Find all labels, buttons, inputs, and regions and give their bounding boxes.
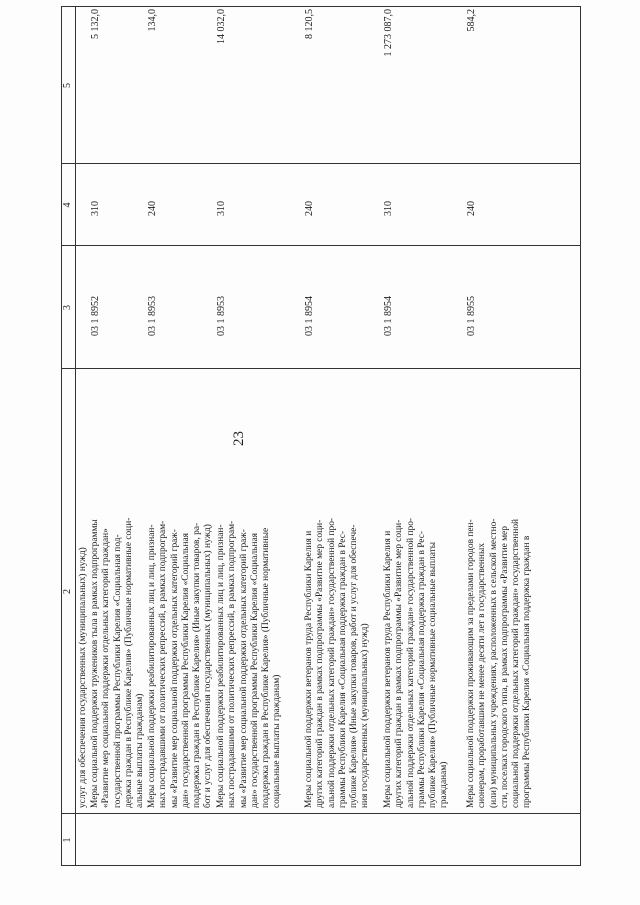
row-4-type: 240 — [304, 201, 315, 216]
row-2-amount: 134,0 — [147, 9, 158, 32]
col-border-right — [61, 6, 581, 7]
header-col-4: 4 — [62, 202, 73, 208]
col-border-left — [61, 865, 581, 866]
row-4-description — [304, 518, 372, 808]
text-line: граммы Республики Карелия «Социальная поддержка граждан в Рес- — [416, 531, 427, 808]
text-line: социальные выплаты гражданам) — [272, 674, 283, 808]
text-line: других категорий граждан в рамках подпрограммы «Развитие мер соци- — [315, 519, 326, 808]
text-line: поддержка граждан в Республике Карелия» (Публичные нормативные — [261, 527, 272, 808]
table-grid — [61, 6, 581, 866]
row-5-code: 03 1 8954 — [383, 296, 394, 336]
col-border-2 — [61, 813, 581, 814]
col-border-5 — [61, 163, 581, 164]
row-6-amount: 584,2 — [466, 9, 477, 32]
text-line: социальной поддержки отдельных категорий граждан» государственной — [511, 518, 522, 808]
row-4-code: 03 1 8954 — [304, 296, 315, 336]
text-line: альные выплаты гражданам) — [135, 693, 146, 808]
header-separator — [75, 6, 76, 866]
budget-table — [61, 6, 581, 866]
text-line: ных пострадавшими от политических репрессий, в рамках подпрограм- — [158, 520, 169, 808]
text-line: ния государственных (муниципальных) нужд) — [360, 623, 371, 808]
text-line: Меры социальной поддержки реабилитированных лиц и лиц, признан- — [147, 524, 157, 808]
text-line: ных пострадавшими от политических репрессий, в рамках подпрограм- — [227, 520, 238, 808]
text-line: граммы Республики Карелия «Социальная поддержка граждан в Рес- — [337, 531, 348, 808]
header-col-3: 3 — [62, 305, 73, 310]
text-line: сти, поселках городского типа, в рамках подпрограммы «Развитие мер — [499, 526, 510, 808]
text-line: публике Карелия» (Публичные нормативные социальные выплаты — [428, 541, 439, 808]
row-5-amount: 1 273 087,0 — [383, 9, 394, 57]
text-line: мы «Развитие мер социальной поддержки отдельных категорий граж- — [238, 529, 249, 808]
col-border-4 — [61, 245, 581, 246]
row-1-type: 310 — [90, 201, 101, 216]
text-line: Меры социальной поддержки тружеников тыла в рамках подпрограммы — [90, 519, 100, 808]
table-wrapper — [61, 6, 581, 866]
text-line: поддержка граждан в Республике Карелия» (Иные закупки товаров, ра- — [192, 522, 203, 808]
col-border-3 — [61, 368, 581, 369]
row-2-type: 240 — [147, 201, 158, 216]
row-6-description — [466, 519, 534, 808]
text-line: Меры социальной поддержки ветеранов труда Республики Карелия и — [383, 530, 393, 808]
row-3-amount: 14 032,0 — [216, 9, 227, 44]
text-line: Меры социальной поддержки реабилитированных лиц и лиц, признан- — [216, 524, 226, 808]
row-1-code: 03 1 8952 — [90, 296, 101, 336]
text-line: держка граждан в Республике Карелия» (Публичные нормативные соци- — [123, 517, 134, 808]
text-line: Меры социальной поддержки ветеранов труда Республики Карелия и — [304, 530, 314, 808]
row-5-description — [383, 518, 451, 808]
text-line: альной поддержки отдельных категорий граждан» государственной про- — [405, 517, 416, 808]
header-col-5: 5 — [62, 83, 73, 88]
row-1-description — [90, 518, 146, 808]
text-line: дан» государственной программы Республики Карелия «Социальная — [249, 533, 260, 808]
text-line: сионерам, проработавшим не менее десяти лет в государственных — [477, 543, 488, 808]
row-1-amount: 5 132,0 — [90, 9, 101, 39]
text-line: мы «Развитие мер социальной поддержки отдельных категорий граж- — [169, 529, 180, 808]
row-6-type: 240 — [466, 201, 477, 216]
header-col-1: 1 — [62, 837, 73, 843]
text-line: «Развитие мер социальной поддержки отдельных категорий граждан» — [101, 528, 112, 808]
page-number: 23 — [231, 431, 247, 446]
text-line: (или) муниципальных учреждениях, расположенных в сельской местно- — [488, 518, 499, 808]
row-5-type: 310 — [383, 201, 394, 216]
text-line: гражданам) — [439, 761, 450, 808]
text-line: других категорий граждан в рамках подпрограммы «Развитие мер соци- — [394, 519, 405, 808]
row-6-code: 03 1 8955 — [466, 296, 477, 336]
row-3-description — [216, 521, 284, 808]
text-line: услуг для обеспечения государственных (муниципальных) нужд) — [78, 547, 88, 808]
row-3-code: 03 1 8953 — [216, 296, 227, 336]
continuation-text — [78, 547, 89, 808]
text-line: публике Карелия» (Иные закупки товаров, работ и услуг для обеспече- — [349, 524, 360, 808]
table-border-bottom — [580, 6, 581, 866]
row-2-description — [147, 521, 215, 808]
row-3-type: 310 — [216, 201, 227, 216]
text-line: дан» государственной программы Республики Карелия «Социальная — [180, 533, 191, 808]
row-2-code: 03 1 8953 — [147, 296, 158, 336]
text-line: государственной программы Республики Карелия «Социальная под- — [112, 534, 123, 808]
text-line: бот и услуг для обеспечения государственных (муниципальных) нужд) — [203, 524, 214, 808]
text-line: программы Республики Карелия «Социальная поддержка граждан в — [522, 535, 533, 808]
header-col-2: 2 — [62, 589, 73, 594]
text-line: альной поддержки отдельных категорий граждан» государственной про- — [326, 517, 337, 808]
row-4-amount: 8 120,5 — [304, 9, 315, 39]
text-line: Меры социальной поддержки проживающим за пределами городов пен- — [466, 519, 476, 808]
